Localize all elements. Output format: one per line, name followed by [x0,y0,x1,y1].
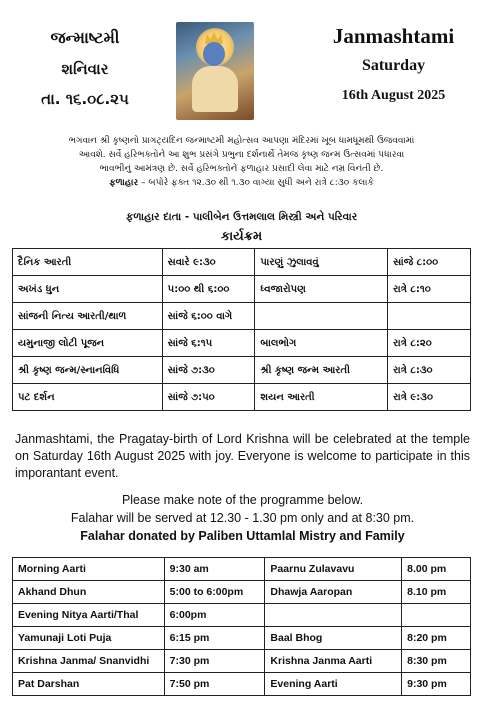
gujarati-notice-line1: ભગવાન શ્રી કૃષ્ણનો પ્રાગટ્યદિન જન્માષ્ટમી મહોત્સવ આપણા મંદિરમાં ખૂબ ધામધૂમથી ઉજવવામાં [68,136,415,146]
table-cell: Morning Aarti [13,558,165,581]
gujarati-donor: ફળાહાર દાતા - પાલીબેન ઉત્તમલાલ મિસ્ત્રી અને પરિવાર [125,211,358,223]
table-cell: 5:00 to 6:00pm [164,581,265,604]
table-cell: સવારે ૯:૩૦ [162,249,255,276]
table-row [13,673,471,696]
table-row [13,604,471,627]
table-cell: 8.10 pm [402,581,471,604]
table-row [13,249,471,276]
table-cell: Yamunaji Loti Puja [13,627,165,650]
table-cell: 6:15 pm [164,627,265,650]
table-cell: Akhand Dhun [13,581,165,604]
table-cell: 7:50 pm [164,673,265,696]
gujarati-notice-line3: ભાવભીનું આમંત્રણ છે. સર્વે હરિભક્તોને ફળાહાર પ્રસાદી લેવા માટે નમ્ર વિનંતી છે. [99,164,384,174]
table-cell [402,604,471,627]
table-cell: સાંજે ૬:૧૫ [162,330,255,357]
table-row [13,627,471,650]
table-row [13,650,471,673]
table-row [13,276,471,303]
table-cell: Evening Nitya Aarti/Thal [13,604,165,627]
table-cell: 8:30 pm [402,650,471,673]
english-day: Saturday [361,57,426,74]
table-cell: સાંજે ૭:૫૦ [162,384,255,411]
table-cell: Baal Bhog [265,627,402,650]
table-cell: સાંજે ૭:૩૦ [162,357,255,384]
table-cell: Dhawja Aaropan [265,581,402,604]
table-cell: રાત્રે ૯:૩૦ [388,384,471,411]
table-row [13,384,471,411]
english-paragraph: Janmashtami, the Pragatay-birth of Lord Krishna will be celebrated at the temple on Saturday 16th August 2025 with joy. Everyone is welcome to participate in this imporantant event. [15,432,470,480]
english-line2: Falahar will be served at 12.30 - 1.30 pm only and at 8:30 pm. [70,511,415,525]
english-line1: Please make note of the programme below. [121,493,364,507]
table-cell: રાત્રે ૮:૨૦ [388,330,471,357]
table-cell: દૈનિક આરતી [13,249,163,276]
gujarati-title: જન્માષ્ટમી [50,28,120,47]
table-cell: સાંજની નિત્ય આરતી/થાળ [13,303,163,330]
table-cell: Paarnu Zulavavu [265,558,402,581]
table-cell: બાલભોગ [255,330,388,357]
table-row [13,357,471,384]
table-row [13,303,471,330]
table-cell: રાત્રે ૮:૧૦ [388,276,471,303]
table-cell: 9:30 am [164,558,265,581]
english-donor: Falahar donated by Paliben Uttamlal Mistry and Family [80,529,405,543]
table-cell: રાત્રે ૮:૩૦ [388,357,471,384]
table-cell: સાંજે ૮:૦૦ [388,249,471,276]
english-schedule-table [12,557,471,696]
table-cell: Evening Aarti [265,673,402,696]
krishna-image [176,22,254,120]
table-row [13,581,471,604]
table-cell: પટ દર્શન [13,384,163,411]
table-cell: શ્રી કૃષ્ણ જન્મ/સ્નાનવિધિ [13,357,163,384]
table-cell: Krishna Janma/ Snanvidhi [13,650,165,673]
table-cell: સાંજે ૬:૦૦ વાગે [162,303,255,330]
table-cell: 7:30 pm [164,650,265,673]
table-cell [255,303,388,330]
table-cell: શ્રી કૃષ્ણ જન્મ આરતી [255,357,388,384]
english-date: 16th August 2025 [341,88,446,103]
table-cell: યમુનાજી લોટી પૂજન [13,330,163,357]
table-cell: 8.00 pm [402,558,471,581]
gujarati-notice-line2: આવશે. સર્વે હરિભક્તોને આ શુભ પ્રસંગે પ્રભુના દર્શનાર્થે તેમજ કૃષ્ણ જન્મ ઉત્સવમાં પધારવા [78,150,405,160]
gujarati-schedule-table [12,248,471,411]
table-cell: 6:00pm [164,604,265,627]
table-cell: 8:20 pm [402,627,471,650]
table-cell: ૫:૦૦ થી ૬:૦૦ [162,276,255,303]
gujarati-notice [18,134,465,190]
gujarati-falahar-label: ફળાહાર [109,178,139,188]
gujarati-falahar-text: – બપોરે ફક્ત ૧૨.૩૦ થી ૧.૩૦ વાગ્યા સુધી અને રાત્રે ૮:૩૦ કલાકે [138,178,374,188]
table-row [13,330,471,357]
table-cell [388,303,471,330]
table-cell: શયન આરતી [255,384,388,411]
english-title: Janmashtami [332,24,455,48]
gujarati-day: શનિવાર [61,60,109,78]
table-cell: Krishna Janma Aarti [265,650,402,673]
table-cell: ધ્વજારોપણ [255,276,388,303]
gujarati-date: તા. ૧૬.૦૮.૨૫ [41,90,129,108]
table-row [13,558,471,581]
table-cell [265,604,402,627]
gujarati-programme-heading: કાર્યક્રમ [220,229,263,244]
table-cell: પારણું ઝુલાવવું [255,249,388,276]
table-cell: 9:30 pm [402,673,471,696]
gujarati-falahar-line [18,176,465,190]
table-cell: અખંડ ધુન [13,276,163,303]
table-cell: Pat Darshan [13,673,165,696]
